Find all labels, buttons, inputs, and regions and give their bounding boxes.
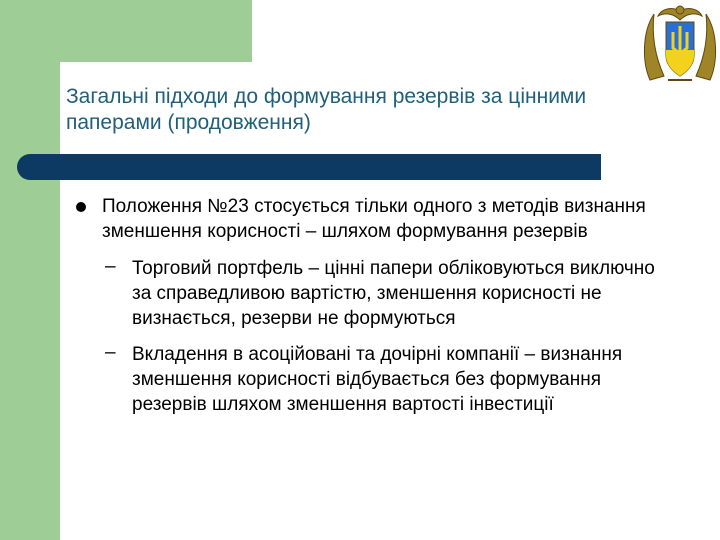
bullet-icon: [76, 202, 86, 212]
sub-bullet-item: [74, 256, 674, 331]
slide-content: [74, 194, 674, 428]
sub-bullet-text: Вкладення в асоційовані та дочірні компанії – визнання зменшення корисності відбувається без формування резервів шляхом зменшення вартості інвестиції: [132, 344, 623, 415]
dash-marker: –: [105, 256, 116, 277]
top-accent-block: [0, 0, 252, 62]
coat-of-arms-icon: [640, 2, 720, 86]
bullet-item: [74, 194, 674, 244]
left-accent-bar: [0, 0, 60, 540]
title-divider-bar: [17, 154, 601, 180]
slide-title: Загальні підходи до формування резервів за цінними паперами (продовження): [66, 85, 587, 134]
sub-bullet-text: Торговий портфель – цінні папери обліковуються виключно за справедливою вартістю, зменшення корисності не визнається, резерви не формуються: [132, 258, 655, 329]
sub-bullet-item: [74, 342, 674, 417]
dash-marker: –: [105, 342, 116, 363]
bullet-text: Положення №23 стосується тільки одного з методів визнання зменшення корисності – шляхом формування резервів: [102, 196, 646, 242]
